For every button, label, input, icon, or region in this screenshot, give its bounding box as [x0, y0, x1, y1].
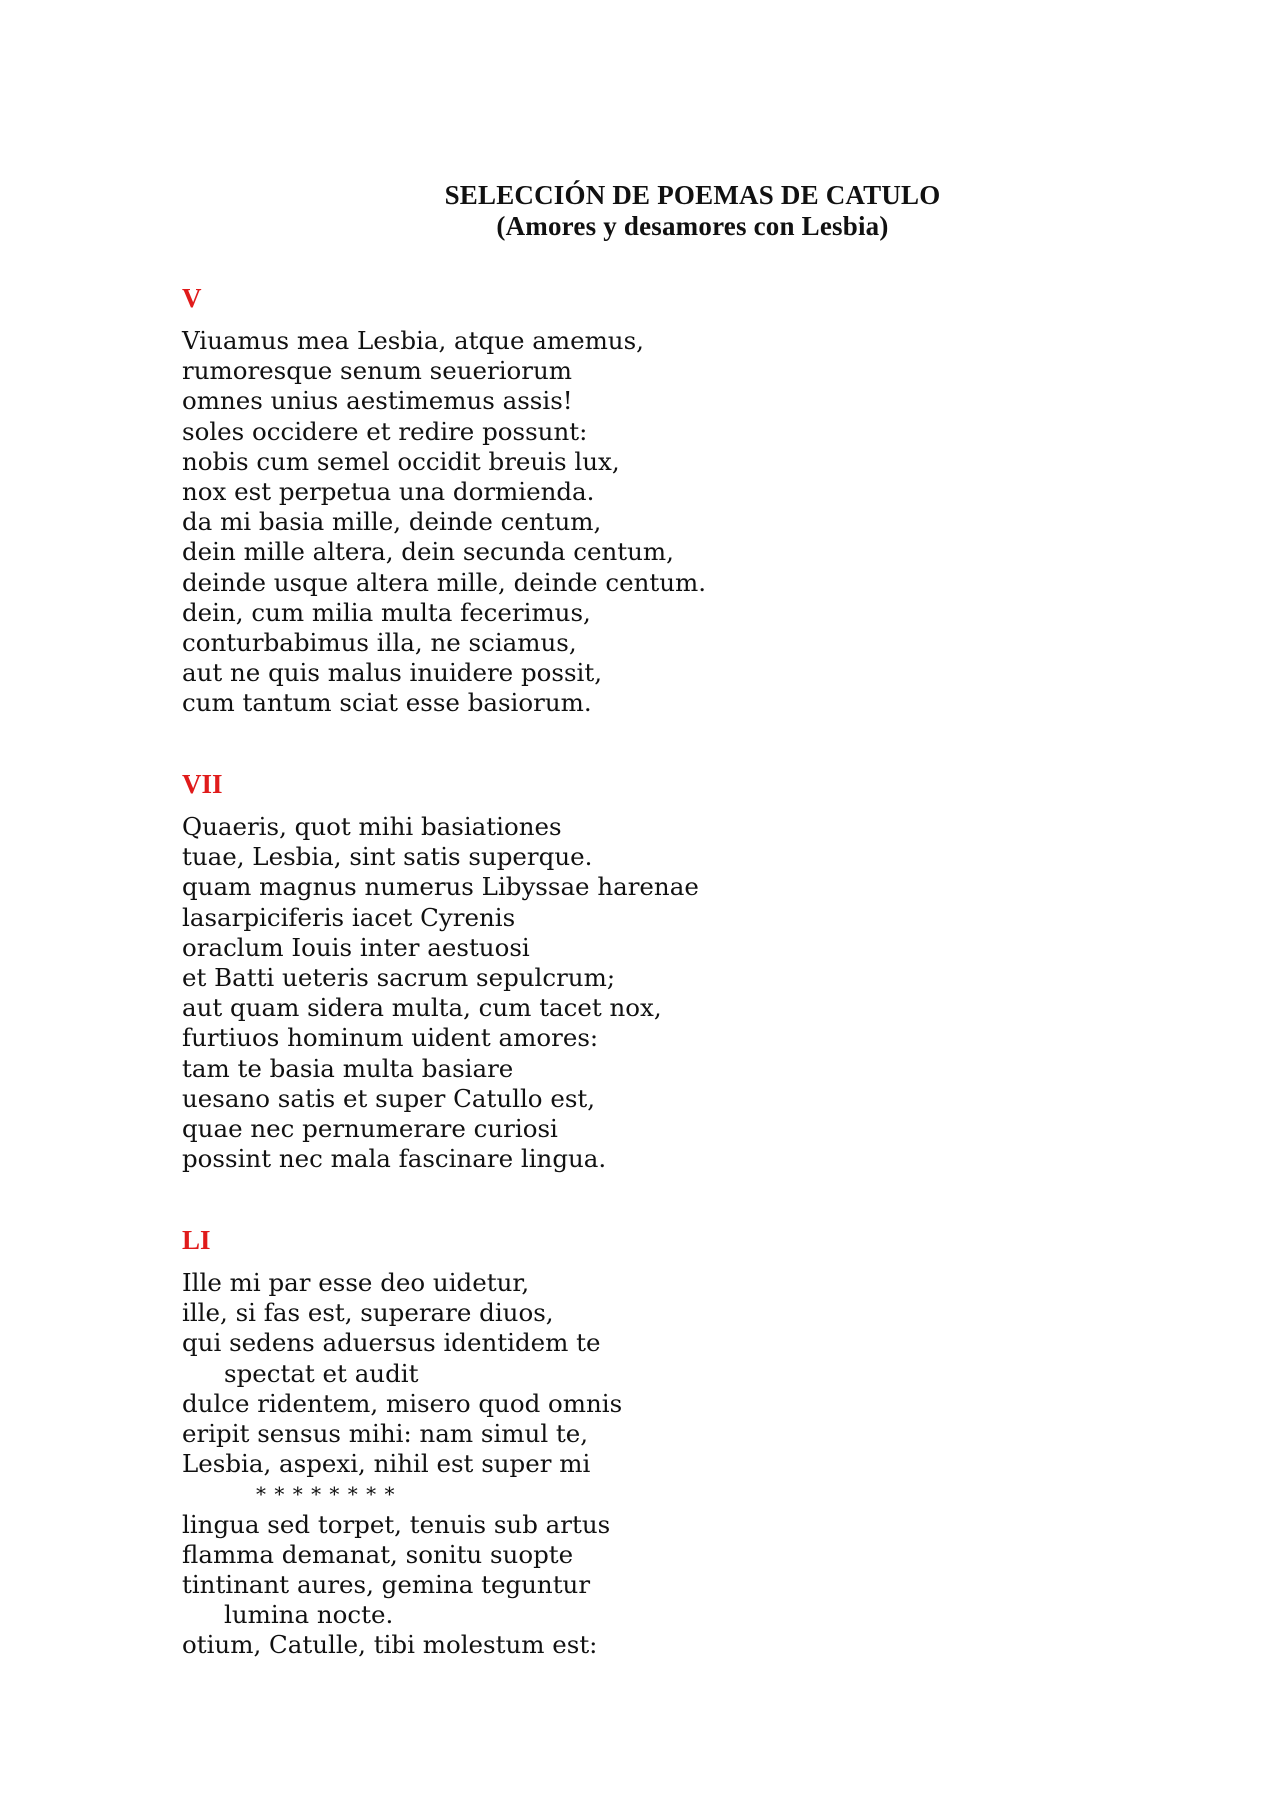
poem-line: dein mille altera, dein secunda centum, — [182, 537, 674, 567]
poem-line: omnes unius aestimemus assis! — [182, 386, 573, 416]
poem-line: Lesbia, aspexi, nihil est super mi — [182, 1449, 591, 1479]
poem-line: deinde usque altera mille, deinde centum. — [182, 567, 706, 597]
poem-title-vii: VII — [182, 769, 223, 799]
poem-line: aut quam sidera multa, cum tacet nox, — [182, 993, 662, 1023]
poem-line: lingua sed torpet, tenuis sub artus — [182, 1509, 611, 1539]
poem-line: cum tantum sciat esse basiorum. — [182, 688, 592, 718]
poem-line: ille, si fas est, superare diuos, — [182, 1298, 554, 1328]
poem-line: Quaeris, quot mihi basiationes — [182, 812, 562, 841]
poem-line: et Batti ueteris sacrum sepulcrum; — [182, 963, 616, 993]
poem-line: rumoresque senum seueriorum — [182, 356, 573, 386]
poem-line: furtiuos hominum uident amores: — [182, 1023, 599, 1053]
document-title-block — [0, 180, 1280, 242]
poem-line: soles occidere et redire possunt: — [182, 416, 588, 446]
poem-line: dulce ridentem, misero quod omnis — [182, 1388, 623, 1418]
poem-line: lasarpiciferis iacet Cyrenis — [182, 902, 516, 932]
poem-v — [182, 282, 1082, 719]
poem-title-v: V — [182, 283, 202, 313]
poem-line: possint nec mala fascinare lingua. — [182, 1144, 607, 1174]
poem-line: tintinant aures, gemina teguntur — [182, 1570, 591, 1600]
poem-line: Viuamus mea Lesbia, atque amemus, — [182, 326, 644, 355]
poem-line: tuae, Lesbia, sint satis superque. — [182, 842, 593, 872]
poem-title-li: LI — [182, 1225, 211, 1255]
document-title: SELECCIÓN DE POEMAS DE CATULO — [444, 180, 941, 210]
poem-line: eripit sensus mihi: nam simul te, — [182, 1419, 589, 1449]
poem-line-indented: lumina nocte. — [224, 1600, 394, 1630]
poem-line: flamma demanat, sonitu suopte — [182, 1539, 574, 1569]
poem-line: nox est perpetua una dormienda. — [182, 477, 595, 507]
poem-line: quam magnus numerus Libyssae harenae — [182, 872, 699, 902]
poem-li — [182, 1224, 1082, 1661]
poem-line: aut ne quis malus inuidere possit, — [182, 658, 603, 688]
poem-line: oraclum Iouis inter aestuosi — [182, 932, 530, 962]
poem-line: nobis cum semel occidit breuis lux, — [182, 446, 620, 476]
poem-line: qui sedens aduersus identidem te — [182, 1328, 601, 1358]
poem-line: Ille mi par esse deo uidetur, — [182, 1268, 530, 1297]
poem-line: dein, cum milia multa fecerimus, — [182, 597, 591, 627]
poem-line-indented: spectat et audit — [224, 1358, 419, 1388]
document-subtitle: (Amores y desamores con Lesbia) — [496, 211, 889, 241]
poem-line: otium, Catulle, tibi molestum est: — [182, 1630, 598, 1660]
poem-line: uesano satis et super Catullo est, — [182, 1083, 596, 1113]
poem-vii — [182, 768, 1082, 1174]
poem-line: conturbabimus illa, ne sciamus, — [182, 628, 577, 658]
poem-line: quae nec pernumerare curiosi — [182, 1114, 558, 1144]
poem-line: tam te basia multa basiare — [182, 1053, 514, 1083]
lacuna-asterisks: * * * * * * * * — [256, 1482, 396, 1507]
poem-line: da mi basia mille, deinde centum, — [182, 507, 602, 537]
